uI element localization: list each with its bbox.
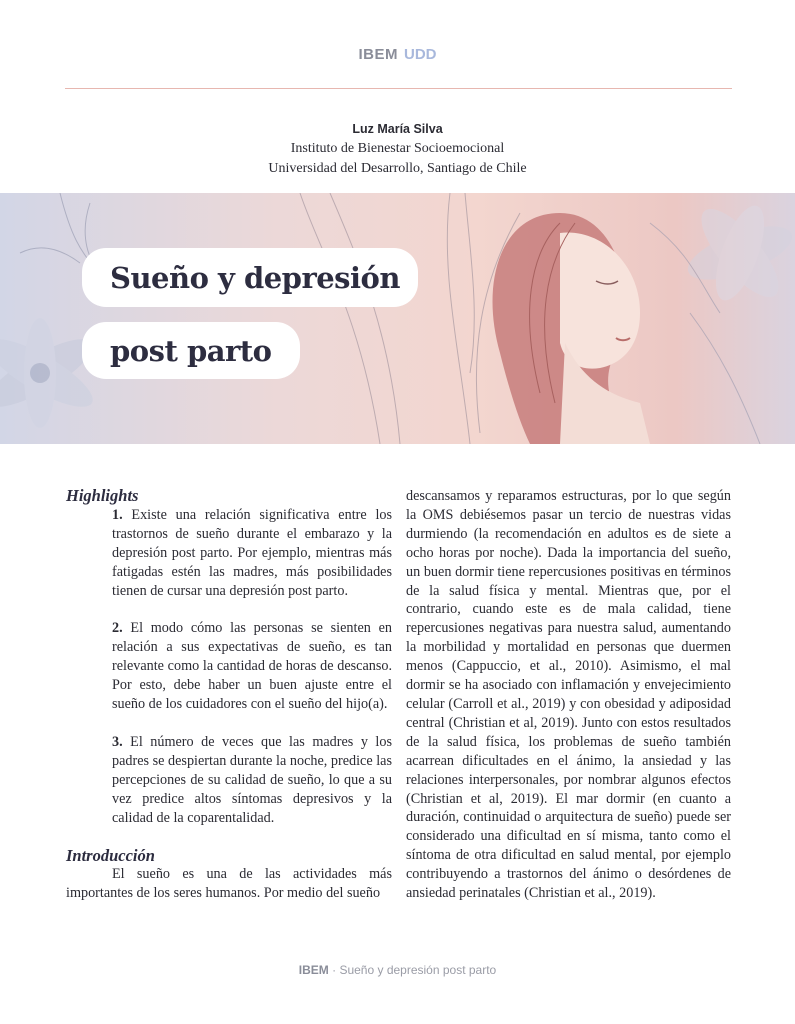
- highlight-item: [66, 619, 392, 714]
- introduction-heading: Introducción: [66, 845, 155, 865]
- footer-text: · Sueño y depresión post parto: [328, 963, 497, 977]
- highlights-heading: Highlights: [66, 486, 139, 505]
- title-banner: [0, 193, 795, 444]
- logo-ibem: IBEM: [358, 45, 398, 63]
- author-name: Luz María Silva: [352, 122, 443, 136]
- author-block: [0, 119, 795, 179]
- page-footer: [0, 963, 795, 977]
- author-affiliation-1: Instituto de Bienestar Socioemocional: [290, 141, 505, 156]
- banner-illustration: [0, 193, 795, 444]
- highlight-item: [66, 733, 392, 828]
- flower-left-illustration: [0, 193, 110, 428]
- introduction-paragraph-start: El sueño es una de las actividades más importantes de los seres humanos. Por medio del sueño: [66, 866, 392, 902]
- right-column: [406, 487, 731, 903]
- highlight-number: 1.: [112, 506, 123, 523]
- title-line-1: Sueño y depresión: [82, 248, 418, 307]
- highlight-number: 2.: [112, 620, 123, 637]
- highlight-text: El número de veces que las madres y los padres se despiertan durante la noche, predice las percepciones de su calidad de sueño, lo que a su vez predice altos síntomas depresivos y la calidad de la coparentalidad.: [112, 733, 392, 826]
- woman-portrait-illustration: [493, 213, 651, 444]
- footer-brand: IBEM: [298, 963, 329, 977]
- leaf-lines-illustration: [300, 193, 520, 444]
- title-line-2: post parto: [82, 322, 300, 379]
- flower-right-illustration: [650, 198, 795, 444]
- highlight-text: Existe una relación significativa entre los trastornos de sueño durante el embarazo y la depresión post parto. Por ejemplo, mientras más fatigadas estén las madres, más posibilidades tienen de cursar una depresión post parto.: [112, 506, 392, 599]
- introduction-paragraph-continued: descansamos y reparamos estructuras, por lo que según la OMS debiésemos pasar un tercio de nuestras vidas durmiendo (la recomendación en adultos es de siete a ocho horas por noche). Dada la importancia del sueño, un buen dormir tiene repercusiones positivas en términos de la salud física y mental. Mientras que, por el contrario, cuando este es de mala calidad, tiene repercusiones negativas para nuestra salud, aumentando la morbilidad y mortalidad en personas que duermen menos (Cappuccio, et al., 2010). Asimismo, el mal dormir se ha asociado con inflamación y envejecimiento celular (Carroll et al., 2019) y con obesidad y adiposidad central (Christian et al, 2019). Junto con estos resultados de la salud física, los problemas de sueño también acarrean dificultades en el ánimo, la ansiedad y las relaciones interpersonales, por nombrar algunos efectos (Christian et al, 2019). El mar dormir (en cuanto a duración, continuidad o arquitectura de sueño) puede ser considerado una dificultad en sí misma, tanto como el síntoma de otra dificultad en salud mental, por ejemplo contribuyendo a trastornos del ánimo o desórdenes de ansiedad perinatales (Christian et al., 2019).: [406, 488, 731, 902]
- author-affiliation-2: Universidad del Desarrollo, Santiago de Chile: [268, 161, 527, 176]
- institution-logo: [0, 40, 795, 68]
- left-column: [66, 487, 392, 903]
- header-rule: [65, 88, 732, 89]
- logo-udd: UDD: [404, 45, 437, 63]
- highlight-item: [66, 506, 392, 601]
- highlight-number: 3.: [112, 733, 123, 750]
- highlight-text: El modo cómo las personas se sienten en relación a sus expectativas de sueño, es tan relevante como la cantidad de horas de descanso. Por esto, debe haber un buen ajuste entre el sueño de los cuidadores con el sueño del hijo(a).: [112, 620, 392, 713]
